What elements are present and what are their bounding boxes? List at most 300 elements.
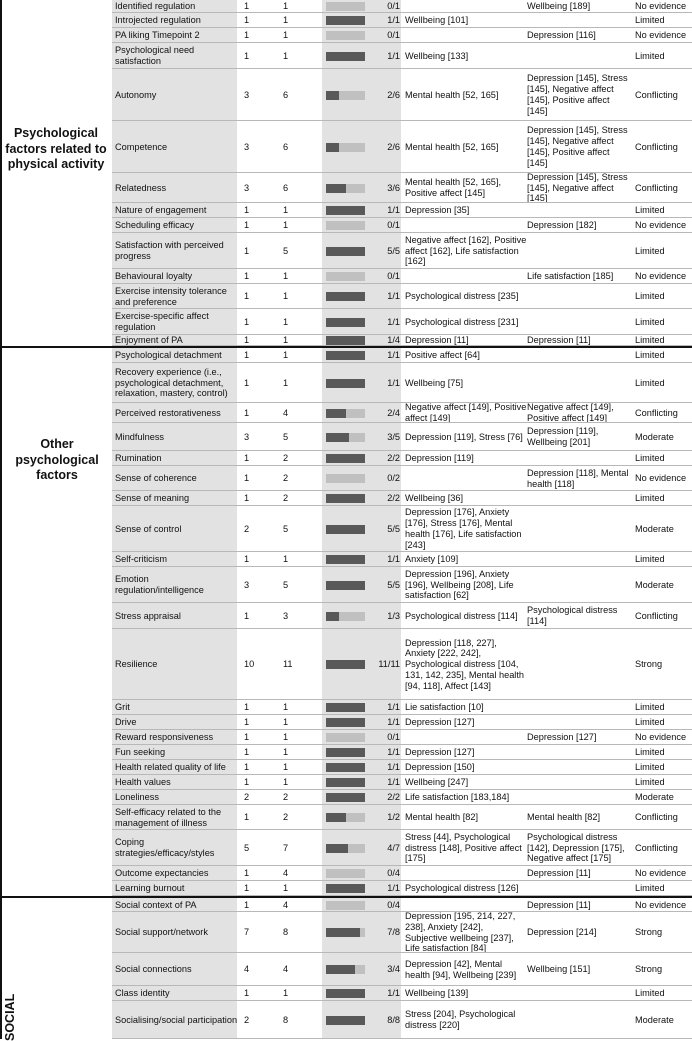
proportion-bar: [326, 16, 365, 25]
studies-count: 1: [244, 899, 250, 910]
proportion-bar-cell: [324, 466, 366, 491]
fraction-label: 2/2: [387, 493, 400, 504]
proportion-bar: [326, 884, 365, 893]
negative-outcomes: [527, 790, 630, 805]
proportion-bar-fill: [326, 379, 365, 388]
proportion-bar-cell: [324, 284, 366, 309]
negative-outcomes: Depression [182]: [527, 220, 597, 231]
studies-count: 3: [244, 431, 250, 442]
table-row: [112, 715, 692, 730]
factor-cell: Exercise intensity tolerance and preference: [115, 285, 227, 307]
table-row: [112, 866, 692, 881]
proportion-bar-cell: [324, 775, 366, 790]
studies-count: 2: [244, 523, 250, 534]
negative-outcomes: [527, 715, 630, 730]
analyses-count: 8: [283, 1014, 289, 1025]
evidence-rating: Moderate: [635, 1014, 674, 1025]
proportion-bar: [326, 1016, 365, 1025]
proportion-bar-cell: [324, 953, 366, 986]
negative-outcomes: [527, 506, 630, 552]
section-border-other-psych: [0, 348, 2, 896]
factor-cell: Socialising/social participation: [115, 1014, 238, 1025]
proportion-bar-cell: [324, 986, 366, 1001]
studies-count: 1: [244, 30, 250, 41]
table-row: [112, 203, 692, 218]
negative-outcomes: Wellbeing [151]: [527, 964, 591, 975]
proportion-bar: [326, 660, 365, 669]
analyses-count: 1: [283, 271, 289, 282]
negative-outcomes: [527, 1001, 630, 1039]
table-row: [112, 348, 692, 363]
studies-count: 1: [244, 377, 250, 388]
negative-outcomes: Depression [127]: [527, 732, 597, 743]
proportion-bar-cell: [324, 881, 366, 896]
fraction-label: 1/3: [387, 610, 400, 621]
evidence-rating: No evidence: [635, 473, 687, 484]
negative-outcomes: Depression [145], Stress [145], Negative affect [145], Positive affect [145]: [527, 125, 628, 168]
evidence-rating: Limited: [635, 777, 665, 788]
negative-outcomes: [527, 309, 630, 335]
table-row: [112, 881, 692, 896]
evidence-rating: Strong: [635, 927, 663, 938]
evidence-rating: Limited: [635, 883, 665, 894]
studies-count: 10: [244, 659, 255, 670]
proportion-bar-fill: [326, 91, 339, 100]
proportion-bar: [326, 336, 365, 345]
positive-outcomes: Stress [44], Psychological distress [148], Positive affect [175]: [405, 831, 522, 864]
fraction-label: 1/1: [387, 988, 400, 999]
negative-outcomes: [527, 700, 630, 715]
analyses-count: 4: [283, 407, 289, 418]
proportion-bar-fill: [326, 581, 365, 590]
proportion-bar-fill: [326, 884, 365, 893]
factor-cell: Class identity: [115, 988, 170, 999]
factor-cell: Competence: [115, 141, 168, 152]
fraction-label: 1/1: [387, 883, 400, 894]
negative-outcomes: [527, 567, 630, 603]
proportion-bar-cell: [324, 567, 366, 603]
analyses-count: 4: [283, 868, 289, 879]
evidence-rating: Limited: [635, 762, 665, 773]
table-row: [112, 43, 692, 69]
table-row: [112, 830, 692, 866]
studies-count: 1: [244, 812, 250, 823]
studies-count: 7: [244, 927, 250, 938]
negative-outcomes: Depression [145], Stress [145], Negative affect [145]: [527, 171, 628, 204]
proportion-bar-fill: [326, 292, 365, 301]
studies-count: 3: [244, 141, 250, 152]
factor-cell: Satisfaction with perceived progress: [115, 240, 224, 261]
studies-count: 1: [244, 407, 250, 418]
analyses-count: 1: [283, 335, 289, 346]
fraction-label: 1/1: [387, 777, 400, 788]
positive-outcomes: Psychological distress [231]: [405, 316, 519, 327]
factor-cell: Social connections: [115, 964, 192, 975]
factor-cell: Psychological need satisfaction: [115, 45, 195, 66]
analyses-count: 1: [283, 50, 289, 61]
factor-cell: Self-efficacy related to the management of illness: [115, 806, 222, 828]
proportion-bar: [326, 454, 365, 463]
analyses-count: 4: [283, 899, 289, 910]
fraction-label: 3/4: [387, 964, 400, 975]
evidence-rating: Conflicting: [635, 89, 678, 100]
negative-outcomes: [527, 760, 630, 775]
proportion-bar: [326, 928, 365, 937]
negative-outcomes: Depression [116]: [527, 30, 596, 41]
table-row: [112, 451, 692, 466]
proportion-bar: [326, 91, 365, 100]
positive-outcomes: Depression [35]: [405, 205, 470, 216]
proportion-bar-fill: [326, 143, 339, 152]
proportion-bar: [326, 703, 365, 712]
factor-cell: Social context of PA: [115, 899, 197, 910]
proportion-bar: [326, 869, 365, 878]
proportion-bar-cell: [324, 730, 366, 745]
proportion-bar-fill: [326, 778, 365, 787]
fraction-label: 5/5: [387, 579, 400, 590]
analyses-count: 7: [283, 842, 289, 853]
proportion-bar-fill: [326, 989, 365, 998]
proportion-bar-fill: [326, 928, 360, 937]
fraction-label: 2/2: [387, 453, 400, 464]
positive-outcomes: Lie satisfaction [10]: [405, 702, 484, 713]
table-row: [112, 403, 692, 423]
proportion-bar-cell: [324, 491, 366, 506]
positive-outcomes: [405, 730, 527, 745]
fraction-label: 5/5: [387, 523, 400, 534]
studies-count: 3: [244, 89, 250, 100]
analyses-count: 8: [283, 927, 289, 938]
evidence-rating: Limited: [635, 453, 665, 464]
proportion-bar: [326, 612, 365, 621]
evidence-rating: Limited: [635, 988, 665, 999]
proportion-bar-fill: [326, 703, 365, 712]
table-row: [112, 730, 692, 745]
evidence-rating: Limited: [635, 747, 665, 758]
analyses-count: 3: [283, 610, 289, 621]
positive-outcomes: Life satisfaction [183,184]: [405, 792, 510, 803]
positive-outcomes: Depression [119]: [405, 453, 474, 464]
fraction-label: 2/6: [387, 89, 400, 100]
proportion-bar-cell: [324, 506, 366, 552]
table-row: [112, 466, 692, 491]
negative-outcomes: Mental health [82]: [527, 812, 601, 823]
proportion-bar: [326, 52, 365, 61]
negative-outcomes: Depression [145], Stress [145], Negative affect [145], Positive affect [145]: [527, 73, 628, 116]
table-row: [112, 309, 692, 335]
table-row: [112, 173, 692, 203]
positive-outcomes: Depression [42], Mental health [94], Wellbeing [239]: [405, 958, 517, 980]
evidence-rating: No evidence: [635, 30, 687, 41]
proportion-bar-fill: [326, 247, 365, 256]
evidence-rating: Conflicting: [635, 812, 678, 823]
proportion-bar-cell: [324, 309, 366, 335]
negative-outcomes: Depression [11]: [527, 335, 591, 346]
proportion-bar: [326, 272, 365, 281]
evidence-rating: Strong: [635, 964, 663, 975]
proportion-bar-fill: [326, 813, 346, 822]
studies-count: 1: [244, 762, 250, 773]
fraction-label: 1/1: [387, 377, 400, 388]
proportion-bar-cell: [324, 451, 366, 466]
negative-outcomes: Depression [118], Mental health [118]: [527, 467, 629, 489]
proportion-bar-fill: [326, 351, 365, 360]
positive-outcomes: Wellbeing [247]: [405, 777, 469, 788]
proportion-bar-cell: [324, 69, 366, 121]
studies-count: 1: [244, 15, 250, 26]
proportion-bar-cell: [324, 363, 366, 403]
proportion-bar-cell: [324, 760, 366, 775]
factor-cell: Fun seeking: [115, 747, 166, 758]
table-row: [112, 629, 692, 700]
factor-cell: Recovery experience (i.e., psychological detachment, relaxation, mastery, control): [115, 366, 228, 399]
fraction-label: 3/5: [387, 431, 400, 442]
factor-cell: Rumination: [115, 453, 162, 464]
factor-cell: Loneliness: [115, 792, 159, 803]
table-row: [112, 233, 692, 269]
positive-outcomes: Depression [196], Anxiety [196], Wellbeing [208], Life satisfaction [62]: [405, 568, 514, 601]
proportion-bar-fill: [326, 318, 365, 327]
proportion-bar-fill: [326, 184, 346, 193]
fraction-label: 0/1: [387, 220, 400, 231]
analyses-count: 1: [283, 220, 289, 231]
positive-outcomes: Psychological distress [235]: [405, 291, 519, 302]
table-row: [112, 506, 692, 552]
positive-outcomes: Anxiety [109]: [405, 554, 459, 565]
analyses-count: 6: [283, 89, 289, 100]
studies-count: 1: [244, 473, 250, 484]
factor-cell: Coping strategies/efficacy/styles: [115, 837, 215, 858]
positive-outcomes: [405, 28, 527, 43]
evidence-rating: Conflicting: [635, 842, 678, 853]
proportion-bar-cell: [324, 269, 366, 284]
analyses-count: 1: [283, 717, 289, 728]
proportion-bar-fill: [326, 433, 349, 442]
proportion-bar-cell: [324, 700, 366, 715]
table-row: [112, 69, 692, 121]
studies-count: 1: [244, 883, 250, 894]
proportion-bar-cell: [324, 423, 366, 451]
factor-cell: Introjected regulation: [115, 15, 201, 26]
proportion-bar: [326, 206, 365, 215]
analyses-count: 1: [283, 316, 289, 327]
factor-cell: Relatedness: [115, 182, 167, 193]
proportion-bar: [326, 778, 365, 787]
evidence-rating: Moderate: [635, 792, 674, 803]
proportion-bar: [326, 901, 365, 910]
factor-cell: Psychological detachment: [115, 350, 222, 361]
positive-outcomes: [405, 466, 527, 491]
fraction-label: 1/1: [387, 205, 400, 216]
studies-count: 5: [244, 842, 250, 853]
fraction-label: 0/4: [387, 868, 400, 879]
positive-outcomes: [405, 218, 527, 233]
proportion-bar: [326, 718, 365, 727]
factor-cell: Sense of coherence: [115, 473, 197, 484]
positive-outcomes: Positive affect [64]: [405, 350, 480, 361]
positive-outcomes: [405, 866, 527, 881]
analyses-count: 2: [283, 453, 289, 464]
proportion-bar-cell: [324, 0, 366, 13]
negative-outcomes: [527, 348, 630, 363]
negative-outcomes: [527, 881, 630, 896]
studies-count: 1: [244, 493, 250, 504]
evidence-rating: Moderate: [635, 579, 674, 590]
studies-count: 1: [244, 291, 250, 302]
proportion-bar: [326, 318, 365, 327]
table-row: [112, 121, 692, 173]
positive-outcomes: Negative affect [162], Positive affect [162], Life satisfaction [162]: [405, 234, 527, 267]
evidence-rating: Strong: [635, 659, 663, 670]
studies-count: 1: [244, 777, 250, 788]
proportion-bar: [326, 733, 365, 742]
studies-count: 1: [244, 747, 250, 758]
proportion-bar: [326, 379, 365, 388]
negative-outcomes: Depression [214]: [527, 927, 597, 938]
analyses-count: 1: [283, 883, 289, 894]
fraction-label: 1/1: [387, 316, 400, 327]
fraction-label: 0/1: [387, 30, 400, 41]
fraction-label: 0/4: [387, 899, 400, 910]
proportion-bar-fill: [326, 206, 365, 215]
proportion-bar-cell: [324, 43, 366, 69]
factor-cell: Perceived restorativeness: [115, 407, 221, 418]
proportion-bar-cell: [324, 13, 366, 28]
factor-cell: Behavioural loyalty: [115, 271, 193, 282]
table-row: [112, 805, 692, 830]
analyses-count: 5: [283, 579, 289, 590]
analyses-count: 1: [283, 291, 289, 302]
positive-outcomes: Depression [127]: [405, 747, 475, 758]
analyses-count: 1: [283, 747, 289, 758]
analyses-count: 4: [283, 964, 289, 975]
negative-outcomes: Depression [11]: [527, 899, 591, 910]
analyses-count: 1: [283, 988, 289, 999]
factor-cell: Mindfulness: [115, 431, 165, 442]
analyses-count: 1: [283, 732, 289, 743]
proportion-bar: [326, 433, 365, 442]
proportion-bar: [326, 793, 365, 802]
fraction-label: 1/2: [387, 812, 400, 823]
analyses-count: 6: [283, 182, 289, 193]
positive-outcomes: Wellbeing [133]: [405, 50, 469, 61]
negative-outcomes: Negative affect [149], Positive affect [149]: [527, 402, 614, 423]
evidence-rating: Limited: [635, 205, 665, 216]
proportion-bar: [326, 989, 365, 998]
table-row: [112, 335, 692, 346]
section-label-psych-pa: Psychological factors related to physical activity: [5, 126, 107, 171]
proportion-bar: [326, 31, 365, 40]
proportion-bar: [326, 763, 365, 772]
negative-outcomes: [527, 451, 630, 466]
analyses-count: 5: [283, 523, 289, 534]
proportion-bar-fill: [326, 965, 355, 974]
analyses-count: 11: [283, 659, 293, 670]
proportion-bar: [326, 474, 365, 483]
table-row: [112, 491, 692, 506]
evidence-rating: No evidence: [635, 732, 687, 743]
fraction-label: 4/7: [387, 842, 400, 853]
evidence-rating: Limited: [635, 493, 665, 504]
analyses-count: 2: [283, 812, 289, 823]
evidence-rating: Limited: [635, 702, 665, 713]
proportion-bar: [326, 409, 365, 418]
table-row: [112, 700, 692, 715]
analyses-count: 1: [283, 777, 289, 788]
analyses-count: 1: [283, 762, 289, 773]
analyses-count: 1: [283, 350, 289, 361]
proportion-bar-fill: [326, 16, 365, 25]
proportion-bar-cell: [324, 1001, 366, 1039]
negative-outcomes: [527, 363, 630, 403]
table-row: [112, 13, 692, 28]
studies-count: 1: [244, 350, 250, 361]
fraction-label: 0/1: [387, 271, 400, 282]
fraction-label: 1/1: [387, 350, 400, 361]
factor-cell: Stress appraisal: [115, 610, 181, 621]
negative-outcomes: Depression [11]: [527, 868, 591, 879]
proportion-bar-fill: [326, 718, 365, 727]
studies-count: 1: [244, 610, 250, 621]
table-row: [112, 218, 692, 233]
evidence-rating: No evidence: [635, 899, 687, 910]
section-border-social: [0, 898, 2, 1039]
negative-outcomes: [527, 233, 630, 269]
table-row: [112, 603, 692, 629]
factor-cell: Autonomy: [115, 89, 157, 100]
evidence-rating: No evidence: [635, 1, 687, 12]
positive-outcomes: Mental health [52, 165]: [405, 89, 499, 100]
negative-outcomes: Psychological distress [114]: [527, 605, 618, 626]
factor-cell: PA liking Timepoint 2: [115, 30, 200, 41]
proportion-bar-fill: [326, 793, 365, 802]
positive-outcomes: Depression [127]: [405, 717, 475, 728]
positive-outcomes: Depression [176], Anxiety [176], Stress [176], Mental health [176], Life satisfaction [243]: [405, 507, 522, 550]
proportion-bar: [326, 844, 365, 853]
proportion-bar: [326, 221, 365, 230]
proportion-bar-cell: [324, 335, 366, 346]
factor-cell: Exercise-specific affect regulation: [115, 311, 209, 332]
evidence-rating: No evidence: [635, 220, 687, 231]
proportion-bar: [326, 143, 365, 152]
proportion-bar-cell: [324, 552, 366, 567]
proportion-bar: [326, 184, 365, 193]
evidence-rating: Limited: [635, 350, 665, 361]
proportion-bar-cell: [324, 715, 366, 730]
positive-outcomes: [405, 898, 527, 912]
fraction-label: 2/4: [387, 407, 400, 418]
proportion-bar: [326, 813, 365, 822]
positive-outcomes: Depression [119], Stress [76]: [405, 431, 523, 442]
fraction-label: 2/6: [387, 141, 400, 152]
factor-cell: Resilience: [115, 659, 158, 670]
positive-outcomes: [405, 0, 527, 13]
table-row: [112, 912, 692, 953]
studies-count: 1: [244, 245, 250, 256]
evidence-rating: Limited: [635, 50, 665, 61]
negative-outcomes: [527, 745, 630, 760]
proportion-bar-cell: [324, 403, 366, 423]
table-row: [112, 269, 692, 284]
studies-count: 1: [244, 554, 250, 565]
studies-count: 3: [244, 182, 250, 193]
studies-count: 1: [244, 453, 250, 464]
section-label-other-psych: Other psychological factors: [15, 437, 99, 482]
studies-count: 3: [244, 579, 250, 590]
analyses-count: 1: [283, 15, 289, 26]
table-row: [112, 790, 692, 805]
negative-outcomes: [527, 203, 630, 218]
